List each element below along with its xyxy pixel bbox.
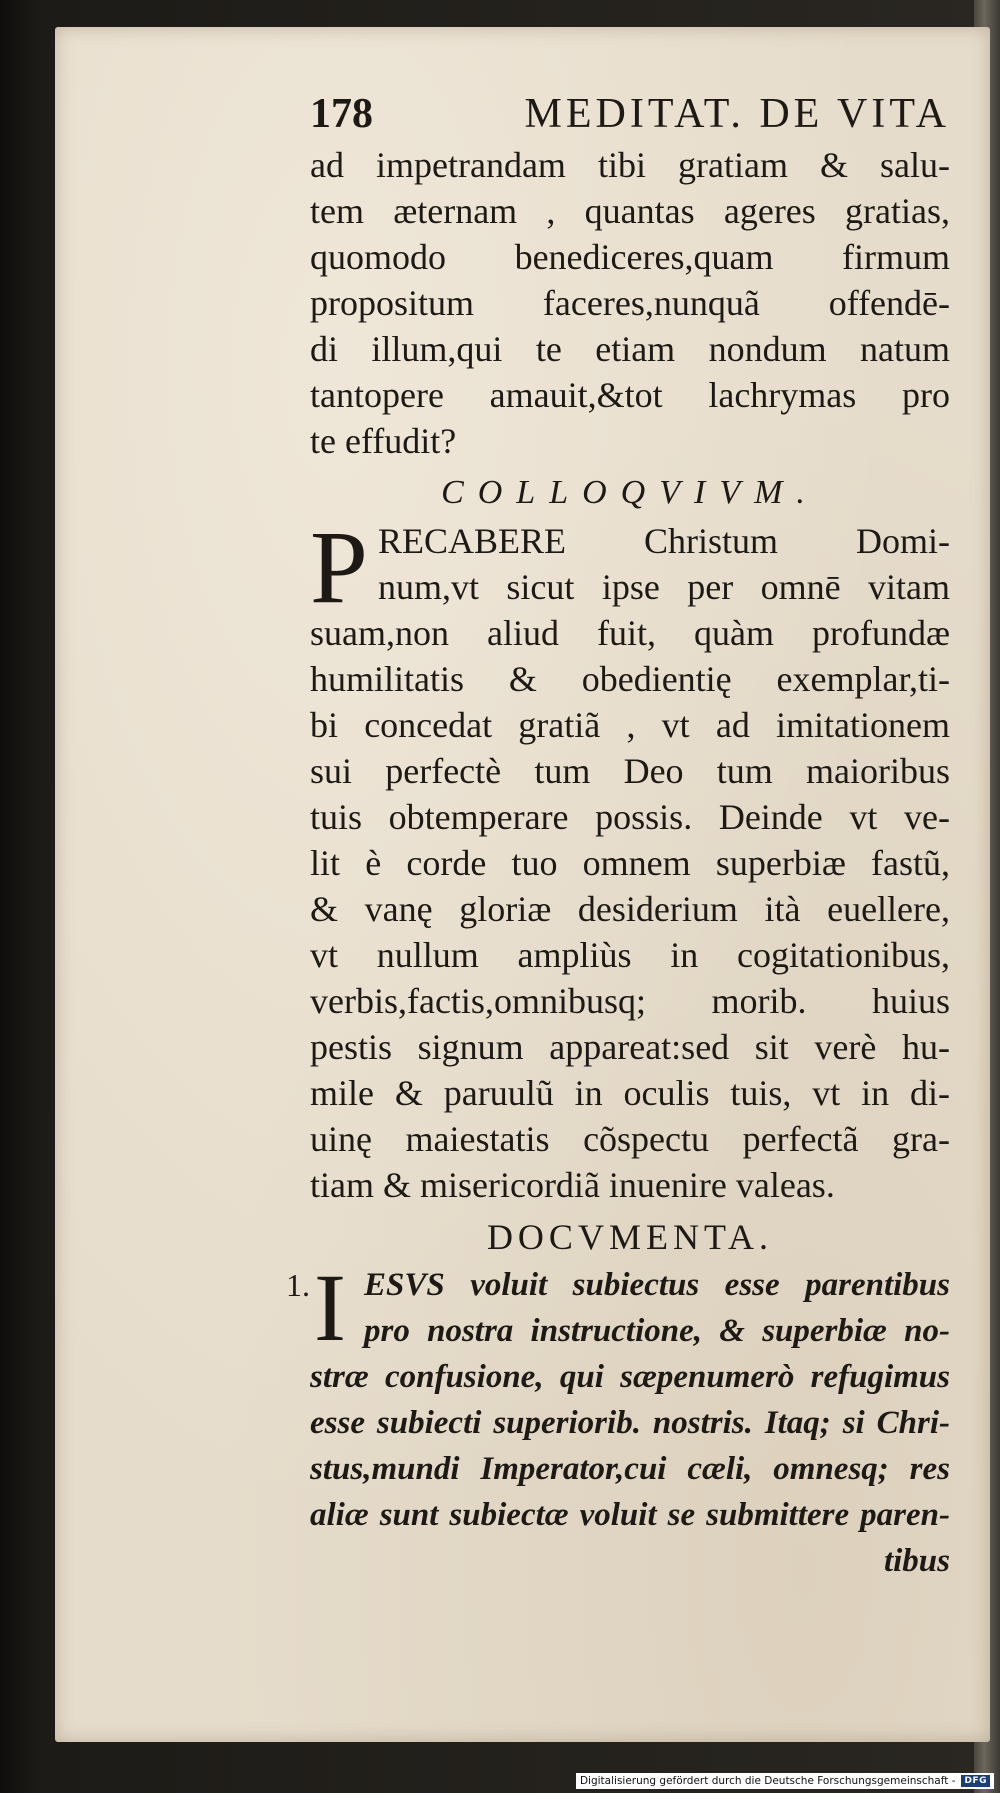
documenta-paragraph (286, 1254, 950, 1584)
digitization-footer (576, 1773, 994, 1789)
catchword: tibus (883, 1543, 950, 1579)
text-line: aliæ sunt subiectæ voluit se submittere paren- (310, 1497, 950, 1533)
text-line: di illum,qui te etiam nondum natum (310, 329, 950, 369)
page-number: 178 (310, 91, 373, 137)
text-line: pestis signum appareat:sed sit verè hu- (310, 1027, 950, 1067)
text-line: tantopere amauit,&tot lachrymas pro (310, 375, 950, 415)
text-line: quomodo benediceres,quam firmum (310, 237, 950, 277)
text-line: te effudit? (310, 421, 457, 461)
text-line: bi concedat gratiã , vt ad imitationem (310, 705, 950, 745)
text-line: stræ confusione, qui sæpenumerò refugimus (310, 1359, 950, 1395)
text-line: propositum faceres,nunquã offendē- (310, 283, 950, 323)
text-line: & vanę gloriæ desiderium ità euellere, (310, 889, 950, 929)
text-line: verbis,factis,omnibusq; morib. huius (310, 981, 950, 1021)
text-line: ad impetrandam tibi gratiam & salu- (310, 145, 950, 185)
text-line: lit è corde tuo omnem superbiæ fastũ, (310, 843, 950, 883)
text-line: tem æternam , quantas ageres gratias, (310, 191, 950, 231)
text-line: ESVS voluit subiectus esse parentibus (364, 1267, 950, 1303)
drop-cap: P (310, 510, 368, 625)
text-line: tuis obtemperare possis. Deinde vt ve- (310, 797, 950, 837)
text-block (286, 90, 950, 1584)
running-head (310, 90, 950, 142)
opening-paragraph (310, 142, 950, 464)
text-line: sui perfectè tum Deo tum maioribus (310, 751, 950, 791)
text-line: uinę maiestatis cõspectu perfectã gra- (310, 1119, 950, 1159)
item-number: 1. (286, 1267, 310, 1303)
text-line: vt nullum ampliùs in cogitationibus, (310, 935, 950, 975)
text-line: num,vt sicut ipse per omnē vitam (378, 567, 950, 607)
text-line: tiam & misericordiã inuenire valeas. (310, 1165, 835, 1205)
documenta-heading: DOCVMENTA. (486, 1217, 774, 1257)
running-head-title: MEDITAT. DE VITA (524, 91, 950, 137)
text-line: esse subiecti superiorib. nostris. Itaq; si Chri- (310, 1405, 950, 1441)
drop-cap: I (314, 1254, 346, 1361)
text-line: humilitatis & obedientię exemplar,ti- (310, 659, 950, 699)
colloquium-paragraph (310, 510, 950, 1208)
dfg-logo: DFG (961, 1775, 990, 1787)
text-line: mile & paruulũ in oculis tuis, vt in di- (310, 1073, 950, 1113)
funding-credit: Digitalisierung gefördert durch die Deutsche Forschungsgemeinschaft - (579, 1775, 956, 1787)
colloquium-heading: COLLOQVIVM. (441, 474, 819, 511)
text-line: stus,mundi Imperator,cui cæli, omnesq; res (310, 1451, 950, 1487)
text-line: suam,non aliud fuit, quàm profundæ (310, 613, 950, 653)
text-line: pro nostra instructione, & superbiæ no- (364, 1313, 950, 1349)
text-line: RECABERE Christum Domi- (378, 521, 950, 561)
